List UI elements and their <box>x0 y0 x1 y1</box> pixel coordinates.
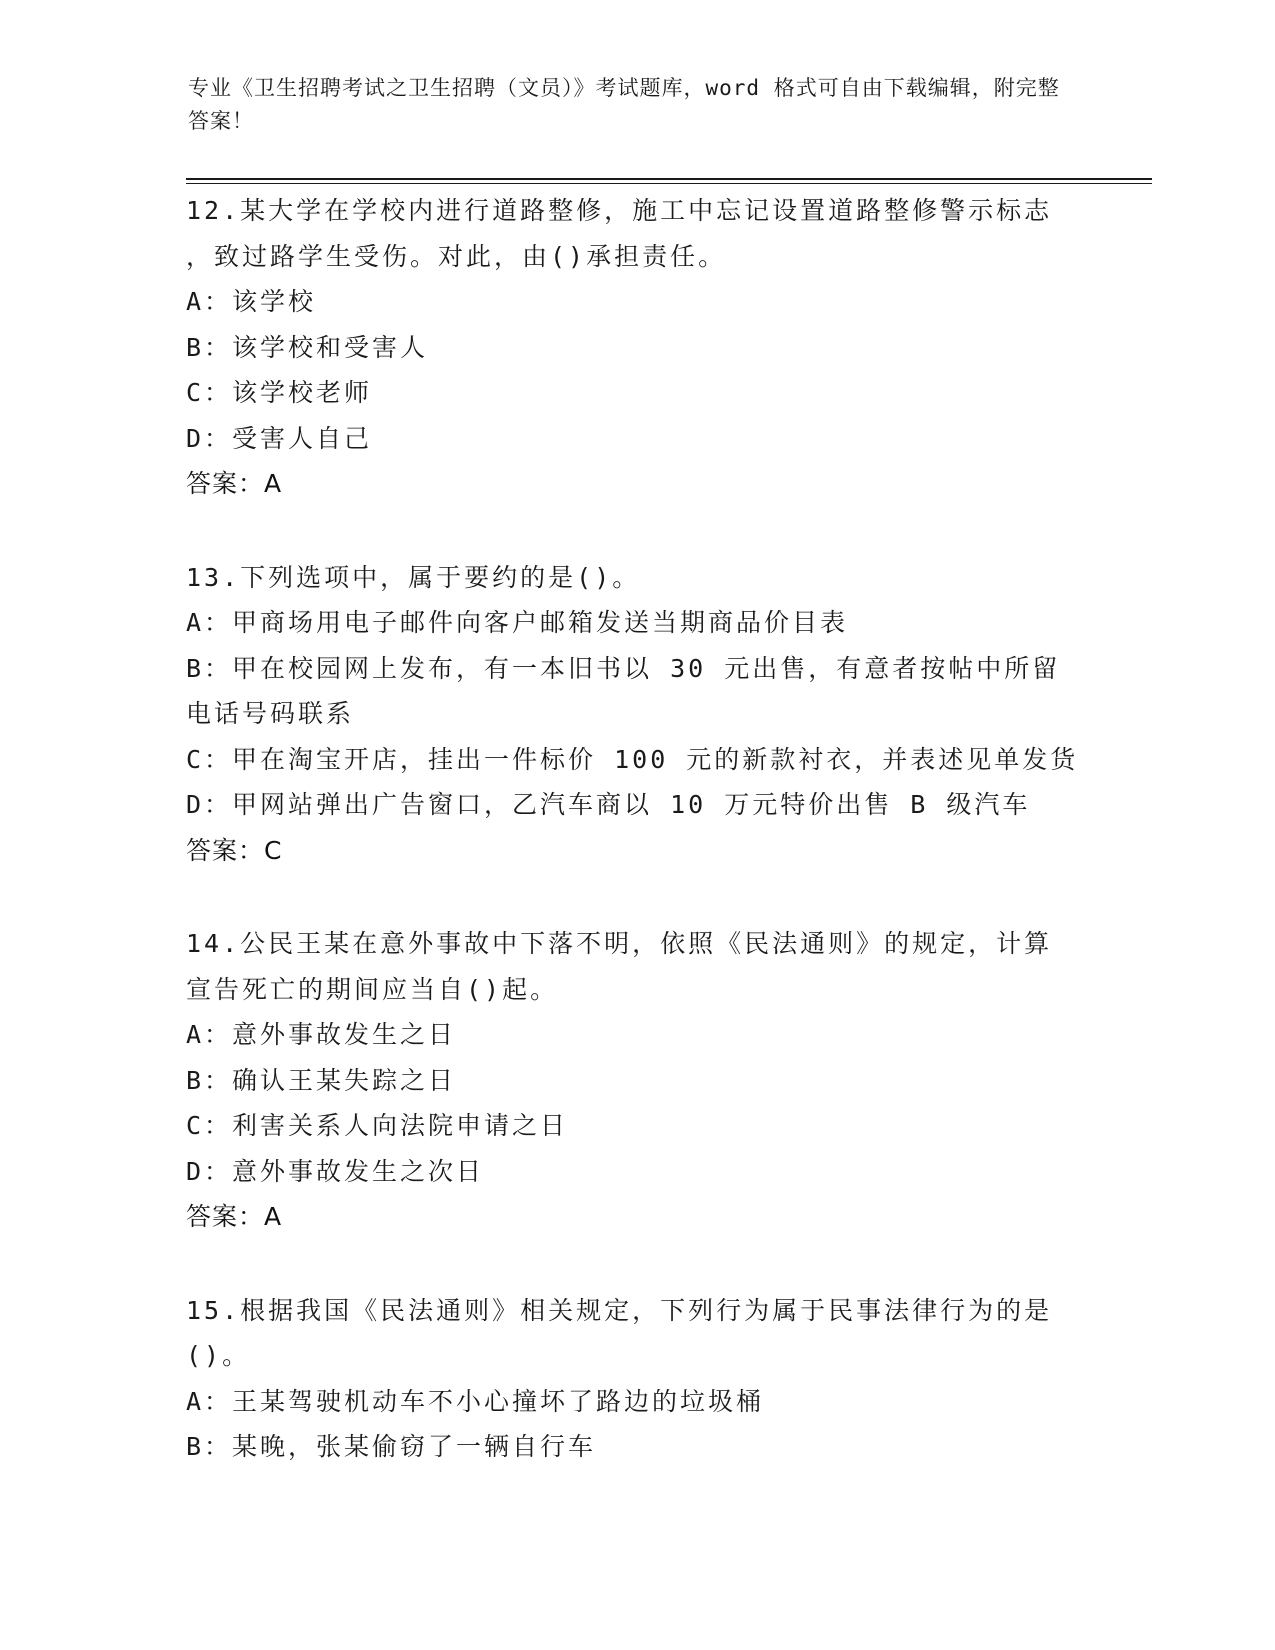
question-option: 电话号码联系 <box>186 699 355 728</box>
answer-line: 答案：C <box>186 835 283 865</box>
question-stem-line: 14.公民王某在意外事故中下落不明，依照《民法通则》的规定，计算 <box>186 929 1053 958</box>
question-stem-line: ()。 <box>186 1341 251 1370</box>
question-stem-line: 15.根据我国《民法通则》相关规定，下列行为属于民事法律行为的是 <box>186 1295 1053 1325</box>
question-option: C：该学校老师 <box>186 378 373 407</box>
header-divider-thick <box>186 178 1152 180</box>
question-block <box>186 555 1086 874</box>
question-option: B：该学校和受害人 <box>186 332 429 362</box>
question-block <box>186 921 1086 1240</box>
question-block <box>186 188 1086 507</box>
question-option: C：利害关系人向法院申请之日 <box>186 1111 569 1140</box>
question-list <box>186 188 1086 1518</box>
question-block <box>186 1288 1086 1470</box>
question-stem-line: 宣告死亡的期间应当自()起。 <box>186 974 559 1004</box>
question-option: B：某晚，张某偷窃了一辆自行车 <box>186 1432 597 1461</box>
question-option: D：甲网站弹出广告窗口，乙汽车商以 10 万元特价出售 B 级汽车 <box>186 790 1031 819</box>
question-option: A：王某驾驶机动车不小心撞坏了路边的垃圾桶 <box>186 1386 765 1416</box>
question-stem-line: 13.下列选项中，属于要约的是()。 <box>186 562 641 592</box>
answer-line: 答案：A <box>186 1202 283 1231</box>
question-stem-line: ，致过路学生受伤。对此，由()承担责任。 <box>186 241 727 271</box>
header-divider-thin <box>186 183 1152 184</box>
question-option: A：甲商场用电子邮件向客户邮箱发送当期商品价目表 <box>186 608 849 637</box>
question-stem-line: 12.某大学在学校内进行道路整修，施工中忘记设置道路整修警示标志 <box>186 196 1053 225</box>
question-option: D：受害人自己 <box>186 423 373 453</box>
question-option: B：确认王某失踪之日 <box>186 1065 457 1095</box>
question-option: D：意外事故发生之次日 <box>186 1156 485 1186</box>
question-option: A：意外事故发生之日 <box>186 1020 457 1049</box>
question-option: A：该学校 <box>186 287 317 316</box>
question-option: C：甲在淘宝开店，挂出一件标价 100 元的新款衬衣，并表述见单发货 <box>186 744 1079 774</box>
document-header: 专业《卫生招聘考试之卫生招聘（文员）》考试题库，word 格式可自由下载编辑，附完整答案！ <box>188 76 1060 133</box>
question-option: B：甲在校园网上发布，有一本旧书以 30 元出售，有意者按帖中所留 <box>186 653 1061 683</box>
answer-line: 答案：A <box>186 469 283 498</box>
